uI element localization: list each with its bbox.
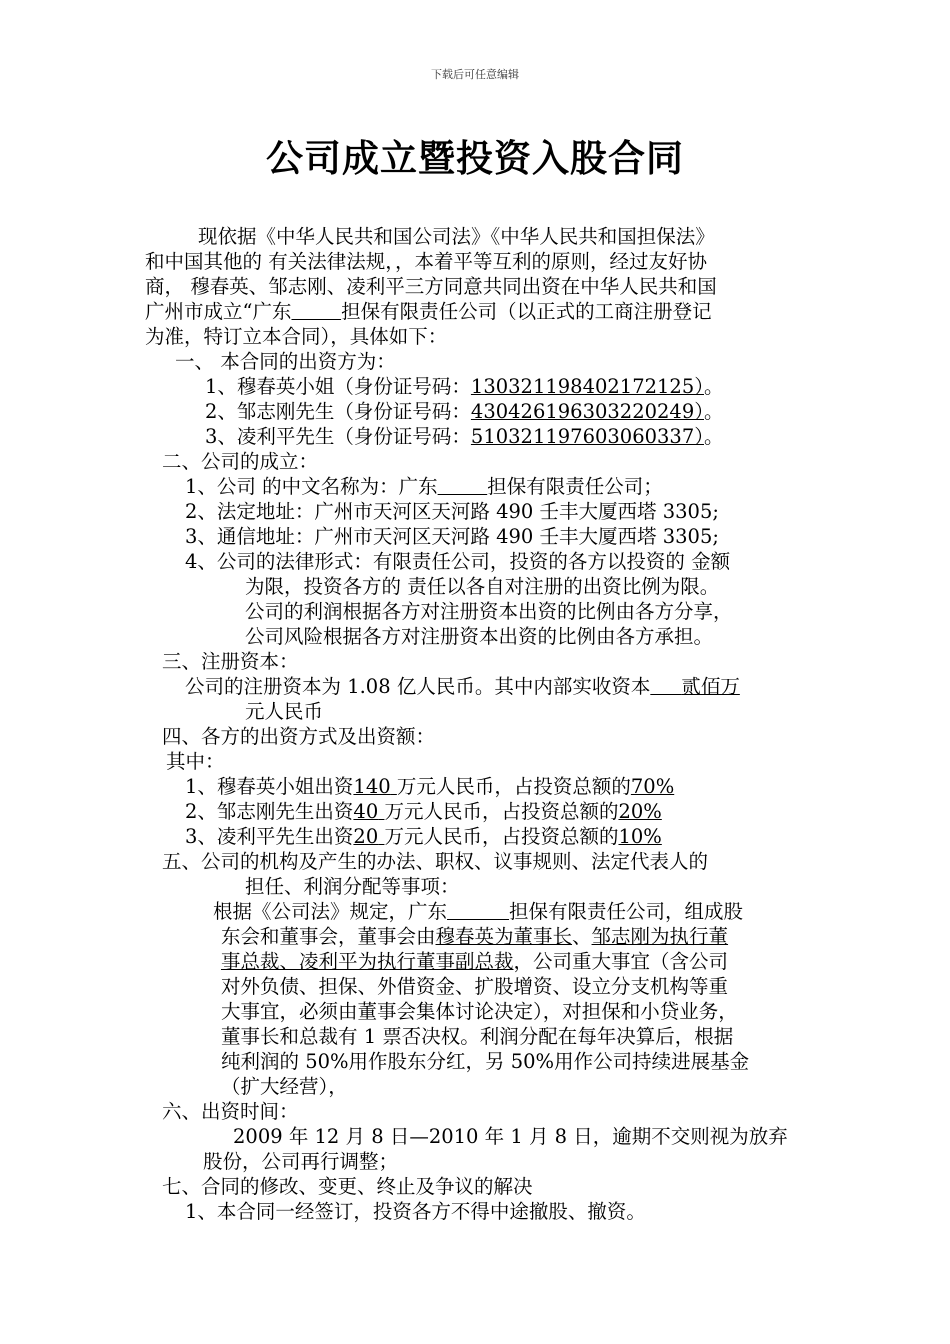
investor-1-label: 1、穆春英小姐（身份证号码： (205, 375, 471, 398)
investor-2-label: 2、邹志刚先生（身份证号码： (205, 400, 471, 423)
contribution-3-percent: 10% (618, 825, 662, 848)
paid-in-capital (650, 675, 740, 698)
intro-line-2: 和中国其他的 有关法律法规，，本着平等互利的原则，经过友好协 (145, 250, 707, 273)
investor-1-end: 。 (704, 375, 724, 398)
section-5-heading-1: 五、公司的机构及产生的办法、职权、议事规则、法定代表人的 (162, 850, 709, 873)
company-name-item (185, 474, 663, 499)
section-6-heading: 六、出资时间： (162, 1100, 299, 1123)
document-title: 公司成立暨投资入股合同 (266, 137, 684, 180)
registered-capital-line-2: 元人民币 (245, 700, 324, 723)
section-5-line-5: 大事宜，必须由董事会集体讨论决定），对担保和小贷业务， (221, 1000, 738, 1023)
mailing-address: 3、通信地址：广州市天河区天河路 490 壬丰大厦西塔 3305; (185, 525, 719, 548)
section-5-line-6: 董事长和总裁有 1 票否决权。利润分配在每年决算后，根据 (221, 1025, 734, 1048)
company-name-blank-2 (438, 475, 488, 498)
section-5-para-1-pre: 根据《公司法》规定，广东 (213, 900, 448, 923)
section-5-para-1 (213, 899, 743, 924)
contribution-1-mid: 万元人民币，占投资总额的 (396, 775, 631, 798)
investor-1-id: 130321198402172125） (470, 375, 704, 398)
payment-period: 2009 年 12 月 8 日—2010 年 1 月 8 日，逾期不交则视为放弃 (233, 1125, 788, 1148)
investor-1 (205, 374, 724, 399)
investor-2-end: 。 (704, 400, 724, 423)
legal-address: 2、法定地址：广州市天河区天河路 490 壬丰大厦西塔 3305; (185, 500, 719, 523)
section-5-para-2-pre: 东会和董事会，董事会由 (221, 925, 436, 948)
payment-note: 股份，公司再行调整； (203, 1150, 399, 1173)
contribution-3-amount: 20 (353, 825, 379, 848)
investor-3-label: 3、凌利平先生（身份证号码： (205, 425, 471, 448)
registered-capital-line-1 (185, 674, 740, 699)
legal-form-line-3: 公司的利润根据各方对注册资本出资的比例由各方分享， (245, 600, 733, 623)
role-separator: 、 (572, 925, 592, 948)
legal-form-line-1: 4、公司的法律形式：有限责任公司，投资的各方以投资的 金额 (185, 550, 731, 573)
registered-capital-text: 公司的注册资本为 1.08 亿人民币。其中内部实收资本 (185, 675, 651, 698)
investor-3-end: 。 (704, 425, 724, 448)
company-name-pre: 1、公司 的中文名称为：广东 (185, 475, 438, 498)
intro-line-5: 为准，特订立本合同），具体如下： (145, 325, 448, 348)
paid-in-capital-value: 贰佰万 (681, 675, 740, 698)
section-4-heading: 四、各方的出资方式及出资额： (162, 725, 436, 748)
chairman-role: 穆春英为董事长 (435, 925, 573, 948)
section-5-line-4: 对外负债、担保、外借资金、扩股增资、设立分支机构等重 (221, 975, 729, 998)
page-header: 下载后可任意编辑 (431, 68, 519, 81)
intro-line-4-pre: 广州市成立“广东 (145, 300, 292, 323)
intro-line-3: 商， 穆春英、邹志刚、凌利平三方同意共同出资在中华人民共和国 (145, 275, 717, 298)
company-name-blank-3 (447, 900, 509, 923)
contribution-1-percent: 70% (630, 775, 675, 798)
investor-2 (205, 399, 724, 424)
contribution-2-amount: 40 (353, 800, 379, 823)
section-5-line-7: 纯利润的 50%用作股东分红，另 50%用作公司持续进展基金 (221, 1050, 750, 1073)
contribution-2 (185, 799, 662, 824)
section-5-line-8: （扩大经营）， (221, 1075, 348, 1098)
contribution-2-label: 2、邹志刚先生出资 (185, 800, 354, 823)
section-5-para-3 (221, 949, 728, 974)
investor-3-id: 510321197603060337） (470, 425, 704, 448)
intro-line-4-post: 担保有限责任公司（以正式的工商注册登记 (341, 300, 712, 323)
section-5-para-2 (221, 924, 728, 949)
contribution-3 (185, 824, 662, 849)
company-name-blank (291, 300, 341, 323)
section-5-para-3-post: ，公司重大事宜（含公司 (513, 950, 729, 973)
section-7-heading: 七、合同的修改、变更、终止及争议的解决 (162, 1175, 533, 1198)
section-7-item-1: 1、本合同一经签订，投资各方不得中途撤股、撤资。 (185, 1200, 646, 1223)
investor-2-id: 430426196303220249） (470, 400, 704, 423)
contribution-2-mid: 万元人民币，占投资总额的 (384, 800, 619, 823)
contribution-1-amount: 140 (353, 775, 391, 798)
contribution-2-percent: 20% (618, 800, 662, 823)
contribution-1 (185, 774, 674, 799)
contribution-3-mid: 万元人民币，占投资总额的 (384, 825, 619, 848)
section-5-heading-2: 担任、利润分配等事项： (245, 875, 460, 898)
legal-form-line-2: 为限，投资各方的 责任以各自对注册的出资比例为限。 (245, 575, 720, 598)
contribution-3-label: 3、凌利平先生出资 (185, 825, 354, 848)
contribution-1-label: 1、穆春英小姐出资 (185, 775, 354, 798)
vice-president-role: 事总裁、凌利平为执行董事副总裁 (221, 950, 514, 973)
legal-form-line-4: 公司风险根据各方对注册资本出资的比例由各方承担。 (245, 625, 714, 648)
intro-line-1: 现依据《中华人民共和国公司法》《中华人民共和国担保法》 (198, 225, 715, 248)
company-name-post: 担保有限责任公司； (487, 475, 663, 498)
intro-line-4 (145, 299, 712, 324)
investor-3 (205, 424, 724, 449)
section-5-para-1-post: 担保有限责任公司，组成股 (509, 900, 744, 923)
section-1-heading: 一、 本合同的出资方为： (175, 350, 396, 373)
section-4-sub: 其中： (166, 750, 225, 773)
executive-director-role: 邹志刚为执行董 (591, 925, 729, 948)
section-2-heading: 二、公司的成立： (162, 450, 319, 473)
section-3-heading: 三、注册资本： (162, 650, 299, 673)
